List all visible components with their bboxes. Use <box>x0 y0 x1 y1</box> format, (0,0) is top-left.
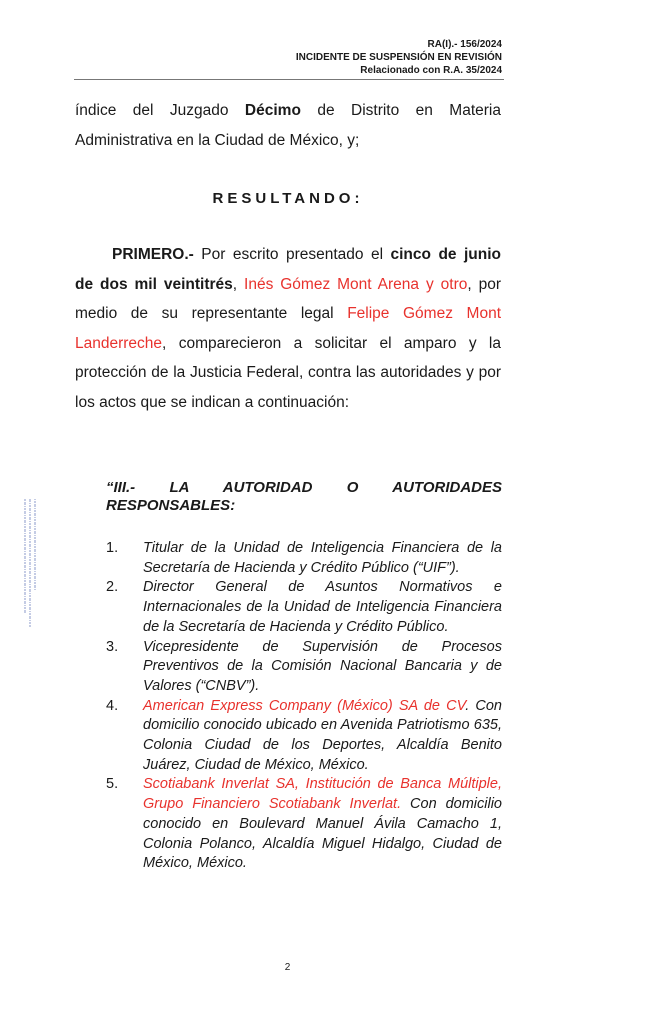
intro-paragraph <box>75 96 501 155</box>
paragraph-lead: PRIMERO.- <box>112 246 194 263</box>
para-text: , comparecieron a solicitar el amparo y la protección de la Justicia Federal, contra las autoridades y por los actos que se indican a continuación: <box>75 334 501 411</box>
list-item-text: Vicepresidente de Supervisión de Procesos Preventivos de la Comisión Nacional Bancaria y de Valores (“CNBV”). <box>143 638 502 694</box>
plaintiff-name: Inés Gómez Mont Arena y otro <box>244 275 468 293</box>
page-number: 2 <box>284 962 291 973</box>
electronic-signature-stamp <box>20 495 42 635</box>
authorities-list <box>106 539 502 874</box>
list-item-text: Con domicilio conocido en Boulevard Manuel Ávila Camacho 1, Colonia Polanco, Alcaldía Miguel Hidalgo, Ciudad de México, México. <box>143 796 502 872</box>
list-item <box>106 775 502 874</box>
list-number: 2. <box>106 579 119 596</box>
quoted-section-title <box>106 479 502 515</box>
header-divider <box>74 79 504 80</box>
list-item <box>106 539 502 578</box>
company-name: Scotiabank Inverlat SA, Institución de Banca Múltiple, Grupo Financiero Scotiabank Inverlat. <box>143 776 502 813</box>
intro-text-2: de Distrito en Materia Administrativa en la Ciudad de México, y; <box>75 102 501 149</box>
list-item-text: . Con domicilio conocido ubicado en Avenida Patriotismo 635, Colonia Ciudad de los Deportes, Alcaldía Benito Juárez, Ciudad de México, México. <box>143 697 502 773</box>
quoted-title-line-2: RESPONSABLES: <box>106 497 236 514</box>
list-number: 1. <box>106 540 119 556</box>
section-heading: RESULTANDO: <box>212 190 364 207</box>
legal-representative-name: Felipe Gómez Mont Landerreche <box>75 305 502 352</box>
list-number: 4. <box>106 697 119 714</box>
para-text: , <box>232 275 245 293</box>
list-item-text: Titular de la Unidad de Inteligencia Financiera de la Secretaría de Hacienda y Crédito Público (“UIF”). <box>143 540 502 576</box>
court-number: Décimo <box>244 102 301 119</box>
para-text: , por medio de su representante legal <box>75 275 501 322</box>
company-name: American Express Company (México) SA de CV <box>143 697 466 714</box>
list-number: 3. <box>106 638 119 655</box>
quoted-title-line-1: “III.- LA AUTORIDAD O AUTORIDADES <box>106 479 502 496</box>
list-item-text: Director General de Asuntos Normativos e Internacionales de la Unidad de Inteligencia Financiera de la Secretaría de Hacienda y Crédito Público. <box>143 579 502 635</box>
list-number: 5. <box>106 776 119 793</box>
list-item <box>106 578 502 637</box>
filing-date: cinco de junio de dos mil veintitrés <box>75 246 502 293</box>
case-type: INCIDENTE DE SUSPENSIÓN EN REVISIÓN <box>295 52 502 63</box>
list-item <box>106 638 502 697</box>
document-header <box>296 38 502 77</box>
case-number: RA(I).- 156/2024 <box>427 39 502 50</box>
intro-text-1: índice del Juzgado <box>75 102 245 119</box>
related-case: Relacionado con R.A. 35/2024 <box>360 65 502 76</box>
para-text: Por escrito presentado el <box>193 246 391 263</box>
first-paragraph <box>75 240 501 417</box>
list-item <box>106 697 502 776</box>
